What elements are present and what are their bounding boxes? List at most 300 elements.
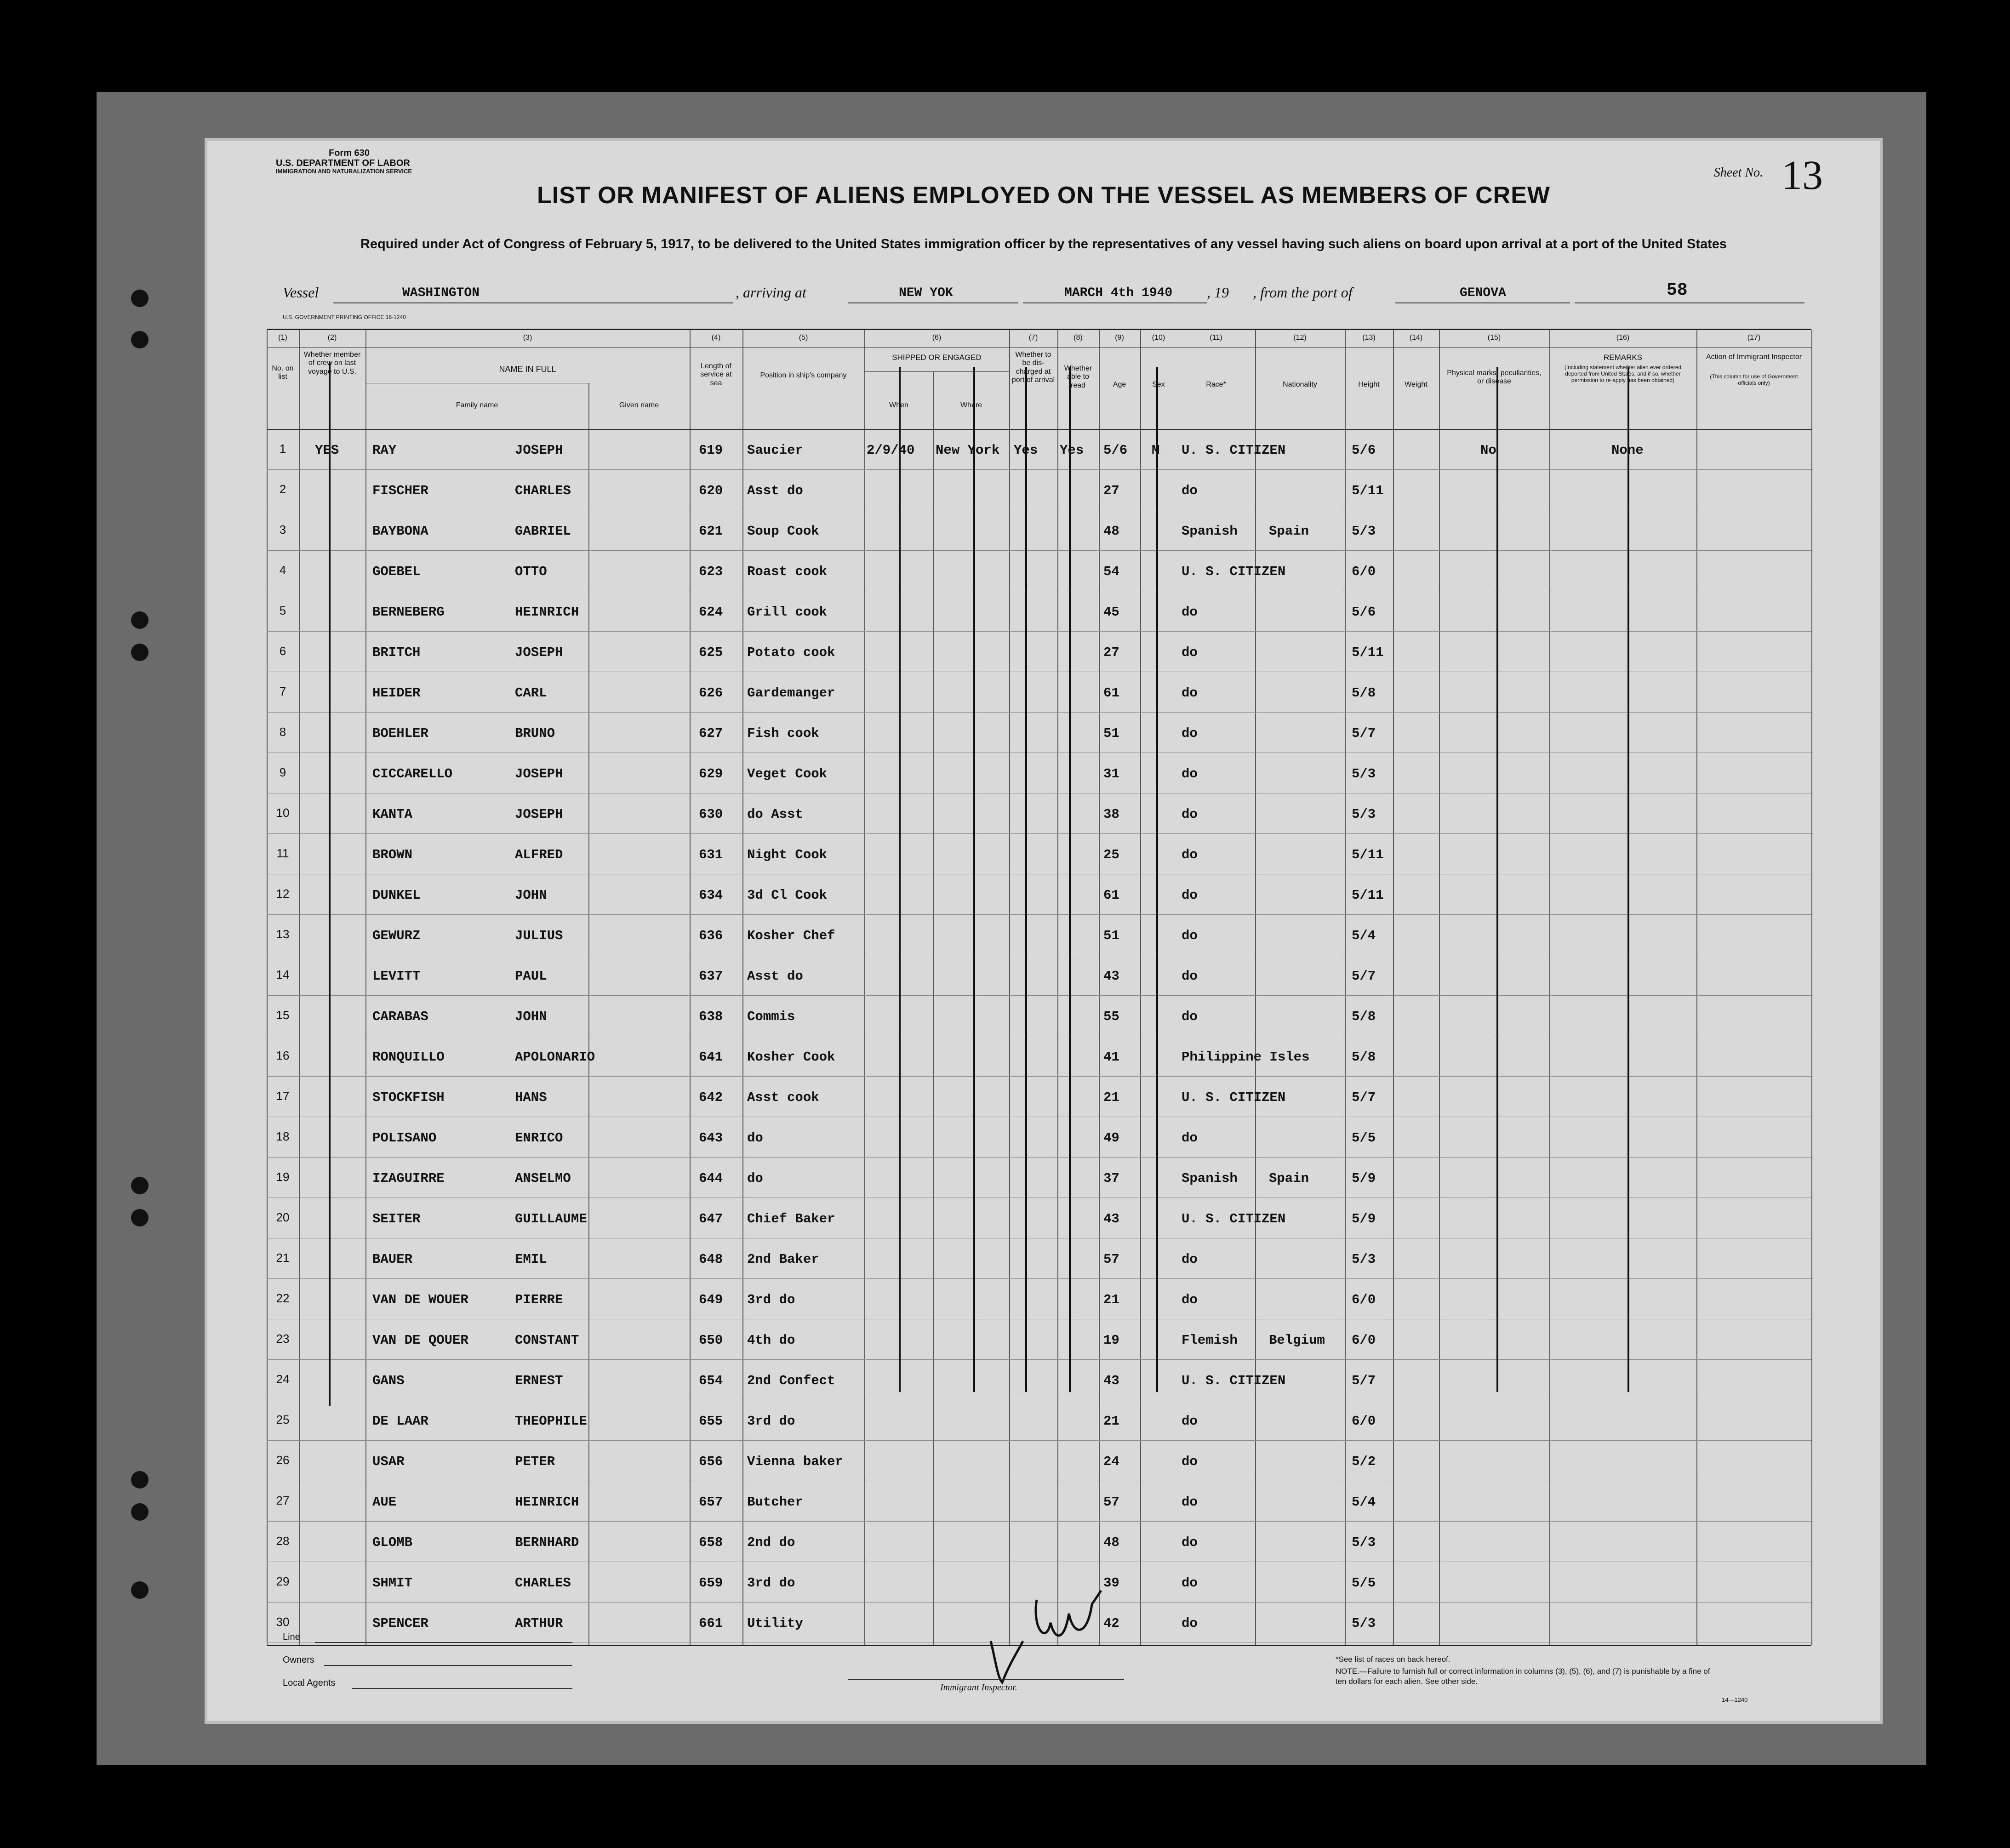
binder-hole [131,644,148,661]
footer-line-label: Line [283,1632,300,1642]
position-cell: Gardemanger [747,685,835,701]
service-length-cell: 623 [699,564,723,579]
table-row [267,1521,1811,1562]
row-number: 11 [276,846,289,860]
table-row [267,793,1811,833]
row-number: 7 [279,684,286,698]
age-cell: 43 [1103,969,1119,984]
service-length-cell: 624 [699,605,723,620]
race-cell: do [1182,807,1198,822]
header-able-to-read: Whether able to read [1064,365,1092,389]
header-remarks-note: (Including statement whether alien ever ordered deported from United States, and if so, whether permission to re-apply has been obtained) [1564,364,1682,383]
race-cell: do [1182,645,1198,660]
service-length-cell: 630 [699,807,723,822]
service-length-cell: 647 [699,1211,723,1226]
given-name-cell: THEOPHILE [515,1414,587,1429]
family-name-cell: SHMIT [372,1575,413,1591]
shipped-where-cell: New York [936,443,1000,458]
family-name-cell: VAN DE WOUER [372,1292,468,1307]
given-name-cell: OTTO [515,564,547,579]
row-number: 23 [276,1332,290,1346]
race-cell: U. S. CITIZEN [1182,443,1286,458]
header-inspector-note: (This column for use of Government officials only) [1710,373,1798,386]
family-name-cell: FISCHER [372,483,428,498]
header-sex: Sex [1152,381,1165,388]
race-cell: Philippine Isles [1182,1049,1310,1065]
header-name-in-full: NAME IN FULL [499,365,556,374]
vessel-name: WASHINGTON [402,286,480,300]
given-name-cell: EMIL [515,1252,547,1267]
col-num-10: (10) [1152,334,1165,342]
col-num-13: (13) [1362,334,1376,342]
col-num-2: (2) [327,334,337,342]
position-cell: 3rd do [747,1575,795,1591]
race-cell: do [1182,766,1198,781]
given-name-cell: ENRICO [515,1130,563,1146]
header-inspector-action: Action of Immigrant Inspector [1706,353,1802,361]
race-cell: do [1182,928,1198,943]
position-cell: Saucier [747,443,803,458]
race-cell: do [1182,1454,1198,1469]
header-position: Position in ship's company [760,371,847,379]
table-row [267,955,1811,995]
crew-table [267,329,1811,1645]
given-name-cell: ALFRED [515,847,563,862]
family-name-cell: BAUER [372,1252,413,1267]
service-length-cell: 648 [699,1252,723,1267]
height-cell: 5/9 [1352,1171,1376,1186]
age-cell: 38 [1103,807,1119,822]
height-cell: 5/7 [1352,726,1376,741]
service-length-cell: 637 [699,969,723,984]
given-name-cell: GABRIEL [515,524,571,539]
family-name-cell: STOCKFISH [372,1090,445,1105]
age-cell: 61 [1103,685,1119,701]
height-cell: 5/8 [1352,685,1376,701]
header-list-number: No. on list [272,365,294,381]
given-name-cell: PAUL [515,969,547,984]
service-length-cell: 627 [699,726,723,741]
form-code: 14—1240 [1722,1696,1748,1703]
position-cell: do [747,1171,763,1186]
service-length-cell: 654 [699,1373,723,1388]
table-row [267,1238,1811,1278]
height-cell: 6/0 [1352,1333,1376,1348]
given-name-cell: JOHN [515,888,547,903]
row-number: 6 [279,644,286,658]
col-num-12: (12) [1293,334,1307,342]
given-name-cell: CONSTANT [515,1333,579,1348]
year-label: , 19 [1207,284,1229,301]
race-cell: do [1182,1130,1198,1146]
race-cell: do [1182,483,1198,498]
age-cell: 25 [1103,847,1119,862]
page-subtitle: Required under Act of Congress of February 5, 1917, to be delivered to the United States immigration officer by the representatives of any vessel having such aliens on board upon arrival at a port of the United States [360,237,1727,251]
header-age: Age [1113,381,1126,388]
table-row [267,672,1811,712]
family-name-cell: BERNEBERG [372,605,445,620]
family-name-cell: GOEBEL [372,564,421,579]
given-name-cell: JOSEPH [515,807,563,822]
height-cell: 5/11 [1352,483,1384,498]
table-row [267,833,1811,874]
position-cell: Utility [747,1616,803,1631]
position-cell: Vienna baker [747,1454,843,1469]
service-length-cell: 636 [699,928,723,943]
given-name-cell: GUILLAUME [515,1211,587,1226]
row-number: 12 [276,887,290,901]
race-cell: do [1182,1616,1198,1631]
age-cell: 37 [1103,1171,1119,1186]
race-cell: Spanish [1182,524,1238,539]
binder-hole [131,1177,148,1194]
service-length-cell: 638 [699,1009,723,1024]
service-length-cell: 661 [699,1616,723,1631]
department-name: U.S. DEPARTMENT OF LABOR [276,158,410,168]
given-name-cell: CHARLES [515,483,571,498]
family-name-cell: AUE [372,1494,397,1510]
given-name-cell: JOSEPH [515,443,563,458]
nationality-cell: Spain [1269,524,1309,539]
table-row [267,712,1811,753]
height-cell: 6/0 [1352,564,1376,579]
position-cell: 4th do [747,1333,795,1348]
service-length-cell: 626 [699,685,723,701]
header-discharged: Whether to be dis-charged at port of arrival [1011,351,1055,384]
table-row [267,591,1811,631]
age-cell: 27 [1103,645,1119,660]
col-num-11: (11) [1210,334,1222,342]
table-row [267,550,1811,591]
inspector-signature [977,1572,1129,1687]
age-cell: 51 [1103,726,1119,741]
service-length-cell: 629 [699,766,723,781]
family-name-cell: BROWN [372,847,413,862]
age-cell: 43 [1103,1373,1119,1388]
binder-hole [131,331,148,348]
family-name-cell: DE LAAR [372,1414,428,1429]
age-cell: 49 [1103,1130,1119,1146]
col-num-8: (8) [1074,334,1083,342]
race-cell: U. S. CITIZEN [1182,1373,1286,1388]
table-row [267,753,1811,793]
table-row [267,1319,1811,1359]
service-length-cell: 620 [699,483,723,498]
row-number: 17 [276,1089,290,1103]
col-num-1: (1) [278,334,287,342]
row-number: 8 [279,725,286,739]
family-name-cell: RONQUILLO [372,1049,445,1065]
age-cell: 54 [1103,564,1119,579]
height-cell: 5/5 [1352,1575,1376,1591]
row-number: 16 [276,1049,290,1062]
race-cell: do [1182,1292,1198,1307]
position-cell: 2nd Baker [747,1252,819,1267]
row-number: 9 [279,765,286,779]
row-number: 2 [279,482,286,496]
race-cell: do [1182,847,1198,862]
age-cell: 45 [1103,605,1119,620]
arrival-port: NEW YOK [899,286,953,300]
row-number: 14 [276,968,290,981]
age-cell: 43 [1103,1211,1119,1226]
service-length-cell: 655 [699,1414,723,1429]
given-name-cell: JOSEPH [515,645,563,660]
row-number: 30 [276,1615,290,1629]
row-number: 5 [279,604,286,617]
ditto-stroke [329,362,331,1406]
height-cell: 5/6 [1352,443,1376,458]
able-to-read-cell: Yes [1060,443,1084,458]
row-number: 13 [276,927,290,941]
race-cell: do [1182,605,1198,620]
row-number: 19 [276,1170,290,1184]
family-name-cell: CICCARELLO [372,766,453,781]
ditto-stroke [1627,367,1629,1392]
footer-agents-label: Local Agents [283,1678,336,1688]
given-name-cell: ARTHUR [515,1616,563,1631]
table-row [267,1481,1811,1521]
row-number: 10 [276,806,290,820]
position-cell: 2nd do [747,1535,795,1550]
position-cell: do Asst [747,807,803,822]
family-name-cell: SEITER [372,1211,421,1226]
race-cell: do [1182,685,1198,701]
row-number: 3 [279,523,286,536]
ditto-stroke [973,367,975,1392]
family-name-cell: HEIDER [372,685,421,701]
given-name-cell: HEINRICH [515,1494,579,1510]
printer-mark: U.S. GOVERNMENT PRINTING OFFICE 16-1240 [283,314,406,320]
position-cell: Kosher Chef [747,928,835,943]
col-num-4: (4) [711,334,721,342]
position-cell: Chief Baker [747,1211,835,1226]
header-family-name: Family name [456,401,498,409]
height-cell: 5/6 [1352,605,1376,620]
arrival-date: MARCH 4th 1940 [1064,286,1173,300]
age-cell: 57 [1103,1494,1119,1510]
header-remarks: REMARKS [1603,353,1643,362]
age-cell: 27 [1103,483,1119,498]
table-row [267,1117,1811,1157]
service-length-cell: 658 [699,1535,723,1550]
service-length-cell: 621 [699,524,723,539]
age-cell: 48 [1103,524,1119,539]
service-length-cell: 641 [699,1049,723,1065]
age-cell: 31 [1103,766,1119,781]
height-cell: 5/7 [1352,1090,1376,1105]
form-number: Form 630 [329,148,370,158]
form-identifier [276,148,412,175]
discharged-cell: Yes [1014,443,1038,458]
race-cell: do [1182,1414,1198,1429]
position-cell: Potato cook [747,645,835,660]
row-number: 27 [276,1494,290,1507]
age-cell: 51 [1103,928,1119,943]
given-name-cell: PIERRE [515,1292,563,1307]
family-name-cell: CARABAS [372,1009,428,1024]
header-length-of-service: Length of service at sea [700,362,732,387]
position-cell: Asst cook [747,1090,819,1105]
height-cell: 5/7 [1352,1373,1376,1388]
height-cell: 5/8 [1352,1009,1376,1024]
nationality-cell: Belgium [1269,1333,1325,1348]
table-row [267,1157,1811,1198]
height-cell: 5/3 [1352,524,1376,539]
header-nationality: Nationality [1283,381,1317,388]
remarks-cell: None [1611,443,1644,458]
header-race: Race* [1206,381,1226,388]
given-name-cell: HANS [515,1090,547,1105]
position-cell: Roast cook [747,564,828,579]
sheet-number-label: Sheet No. [1713,165,1763,180]
table-row [267,1359,1811,1400]
given-name-cell: JOSEPH [515,766,563,781]
table-row [267,1036,1811,1076]
row-number: 24 [276,1372,290,1386]
age-cell: 21 [1103,1414,1119,1429]
given-name-cell: PETER [515,1454,555,1469]
races-note: *See list of races on back hereof. [1336,1655,1450,1664]
table-row [267,1278,1811,1319]
position-cell: Veget Cook [747,766,828,781]
given-name-cell: JULIUS [515,928,563,943]
race-cell: Spanish [1182,1171,1238,1186]
footer-owners-label: Owners [283,1655,314,1665]
given-name-cell: HEINRICH [515,605,579,620]
binder-hole [131,1581,148,1599]
height-cell: 5/11 [1352,645,1384,660]
row-number: 1 [279,442,286,456]
position-cell: Grill cook [747,605,828,620]
table-row [267,995,1811,1036]
service-length-cell: 644 [699,1171,723,1186]
given-name-cell: BRUNO [515,726,555,741]
position-cell: Asst do [747,483,803,498]
sex-cell: M [1152,443,1160,458]
race-cell: do [1182,1535,1198,1550]
row-number: 4 [279,563,286,577]
service-length-cell: 657 [699,1494,723,1510]
binder-hole [131,1209,148,1226]
age-cell: 24 [1103,1454,1119,1469]
race-cell: do [1182,888,1198,903]
arriving-label: , arriving at [736,284,806,301]
ditto-stroke [899,367,901,1392]
ditto-stroke [1496,367,1498,1392]
race-cell: Flemish [1182,1333,1238,1348]
header-crew-last-voyage: Whether member of crew on last voyage to U.S. [303,351,361,376]
ditto-stroke [1156,367,1158,1392]
given-name-cell: BERNHARD [515,1535,579,1550]
service-length-cell: 643 [699,1130,723,1146]
height-cell: 5/11 [1352,888,1384,903]
binder-hole [131,1503,148,1521]
departure-port: GENOVA [1460,286,1506,300]
ditto-stroke [1069,367,1071,1392]
height-cell: 5/3 [1352,1252,1376,1267]
col-num-5: (5) [799,334,808,342]
family-name-cell: GANS [372,1373,405,1388]
table-row [267,914,1811,955]
nationality-cell: Spain [1269,1171,1309,1186]
service-length-cell: 631 [699,847,723,862]
family-name-cell: BOEHLER [372,726,428,741]
row-number: 28 [276,1534,290,1548]
table-row [267,631,1811,672]
height-cell: 5/2 [1352,1454,1376,1469]
table-row [267,874,1811,914]
header-shipped-where: Where [960,401,982,409]
shipped-when-cell: 2/9/40 [867,443,915,458]
header-height: Height [1358,381,1380,388]
row-number: 26 [276,1453,290,1467]
sheet-number-value: 13 [1782,153,1823,198]
table-row [267,1400,1811,1440]
age-cell: 57 [1103,1252,1119,1267]
table-row [267,469,1811,510]
binder-hole [131,290,148,307]
height-cell: 5/3 [1352,1535,1376,1550]
height-cell: 5/4 [1352,1494,1376,1510]
height-cell: 5/7 [1352,969,1376,984]
position-cell: Night Cook [747,847,828,862]
family-name-cell: BAYBONA [372,524,428,539]
position-cell: Fish cook [747,726,819,741]
col-num-7: (7) [1028,334,1038,342]
family-name-cell: VAN DE QOUER [372,1333,468,1348]
row-number: 20 [276,1210,290,1224]
height-cell: 5/9 [1352,1211,1376,1226]
col-num-17: (17) [1747,334,1761,342]
service-length-cell: 656 [699,1454,723,1469]
page-title: LIST OR MANIFEST OF ALIENS EMPLOYED ON THE VESSEL AS MEMBERS OF CREW [537,182,1550,209]
age-cell: 39 [1103,1575,1119,1591]
given-name-cell: ERNEST [515,1373,563,1388]
header-given-name: Given name [619,401,659,409]
family-name-cell: RAY [372,443,397,458]
binder-hole [131,611,148,629]
race-cell: do [1182,1494,1198,1510]
family-name-cell: LEVITT [372,969,421,984]
vessel-label: Vessel [283,284,319,301]
binder-hole [131,1471,148,1489]
table-row [267,1198,1811,1238]
race-cell: do [1182,1009,1198,1024]
height-cell: 6/0 [1352,1292,1376,1307]
position-cell: do [747,1130,763,1146]
family-name-cell: GEWURZ [372,928,421,943]
race-cell: do [1182,726,1198,741]
row-number: 21 [276,1251,290,1265]
given-name-cell: ANSELMO [515,1171,571,1186]
family-name-cell: GLOMB [372,1535,413,1550]
table-row [267,1440,1811,1481]
col-num-9: (9) [1115,334,1124,342]
position-cell: Asst do [747,969,803,984]
service-length-cell: 650 [699,1333,723,1348]
race-cell: U. S. CITIZEN [1182,564,1286,579]
race-cell: U. S. CITIZEN [1182,1090,1286,1105]
family-name-cell: KANTA [372,807,413,822]
list-number: 58 [1667,280,1688,300]
height-cell: 5/11 [1352,847,1384,862]
col-num-15: (15) [1487,334,1501,342]
family-name-cell: SPENCER [372,1616,428,1631]
row-number: 29 [276,1574,290,1588]
header-shipped-when: When [889,401,908,409]
penalty-note: NOTE.—Failure to furnish full or correct information in columns (3), (5), (6), and (7) is punishable by a fine of ten dollars for each alien. See other side. [1336,1667,1710,1686]
